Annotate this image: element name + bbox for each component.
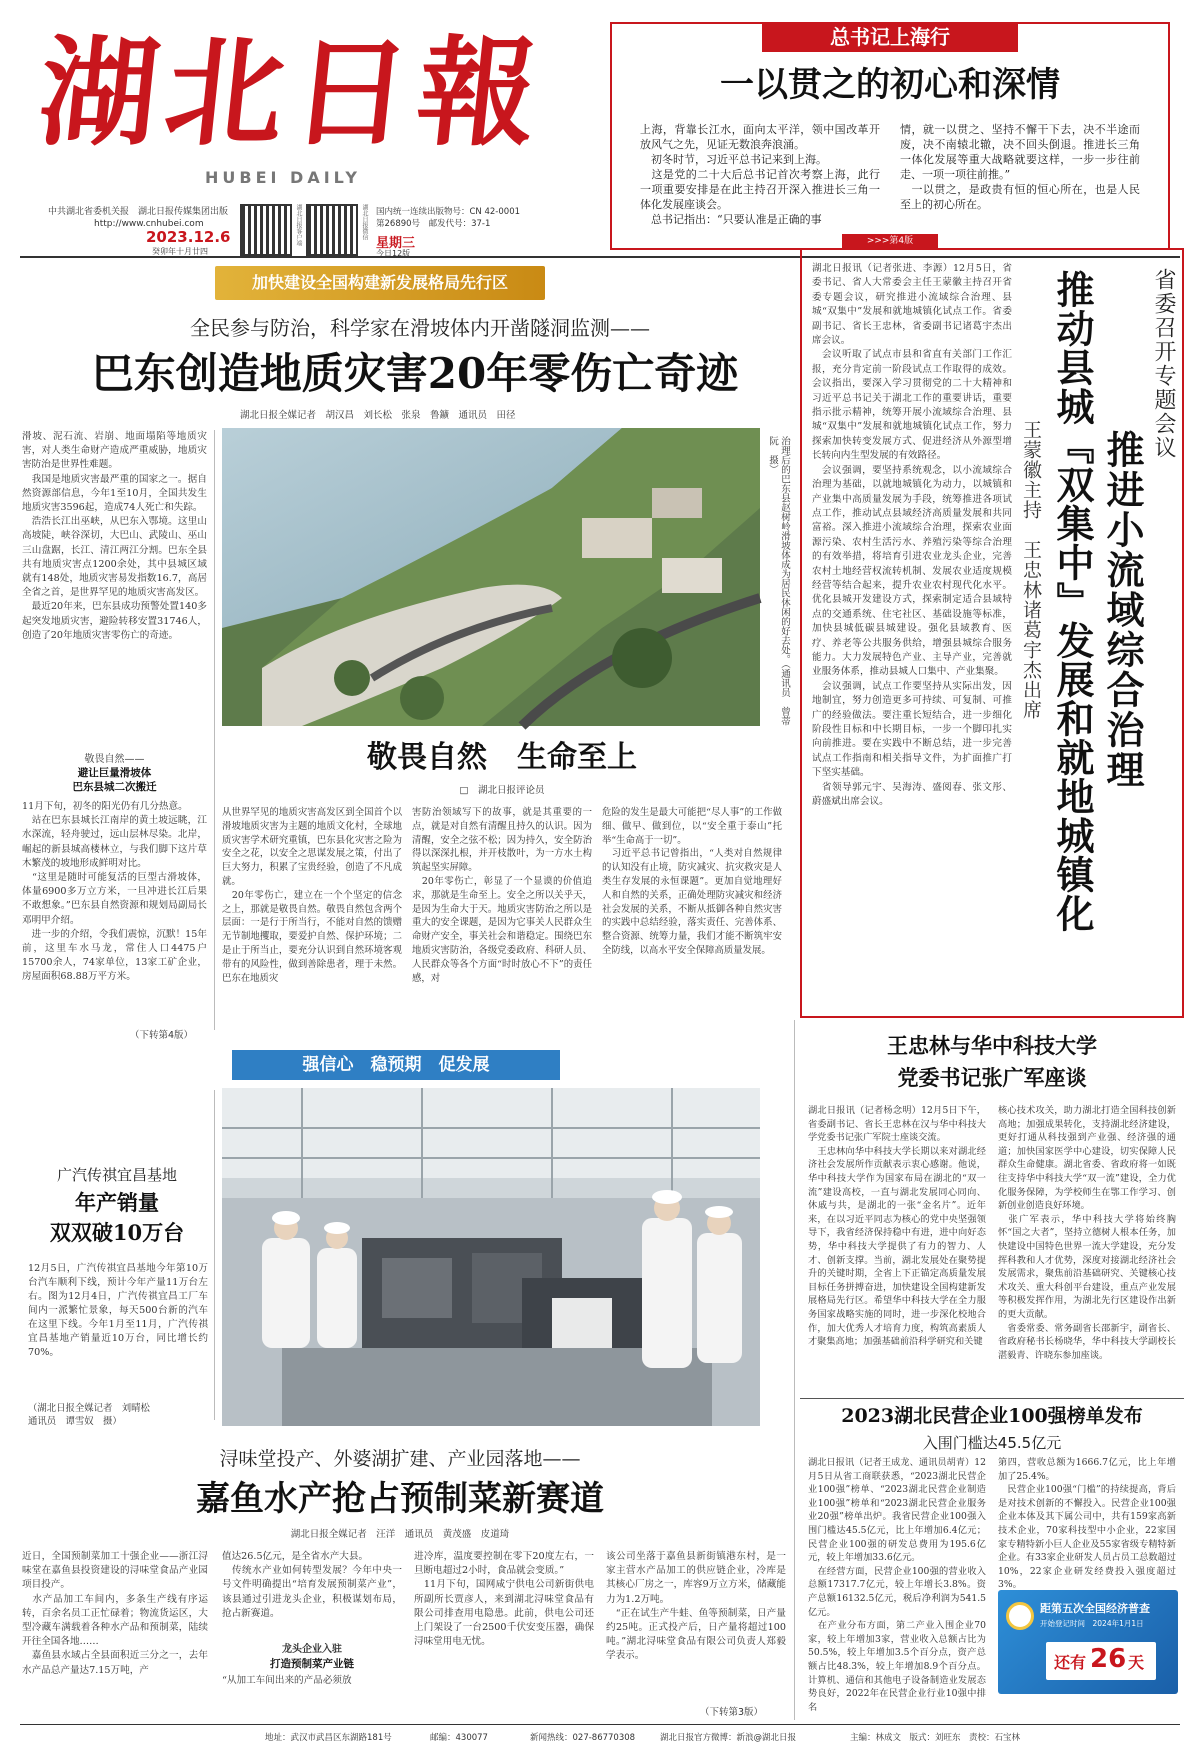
footer-weibo[interactable]: 湖北日报官方微博：新浪@湖北日报 bbox=[660, 1733, 797, 1743]
jiayu-headline[interactable]: 嘉鱼水产抢占预制菜新赛道 bbox=[196, 1479, 604, 1519]
gac-body: 12月5日，广汽传祺宜昌基地今年第10万台汽车顺利下线，预计今年产量11万台左右。图为12月4日，广汽传祺宜昌工厂车间内一派繁忙景象，每天500台新的汽车在这里下线。今年1月至11月，广汽传祺宜昌基地产销量近10万台，同比增长约70%。 bbox=[28, 1263, 208, 1358]
jiayu-byline: 湖北日报全媒记者 汪洋 通讯员 黄茂盛 皮道琦 bbox=[290, 1529, 510, 1540]
commentary-col1: 从世界罕见的地质灾害高发区到全国首个以滑坡地质灾害为主题的地质文化村，全球地质灾害学术研究重镇，巴东县化灾害之险为安全之花，以安全之思谋发展之策，付出了巨大努力，积累了宝贵经验，创造了不凡成就。 20年零伤亡，建立在一个个坚定的信念之上，那就是敬畏自然。敬畏自然包含两个层面：一是行于所当行，不能对自然的馈赠无节制地攫取，要爱护自然、保护环境；二是止于所当止，要充分认识到自然环境客观带有的风险性，做到善除患者，理于未然。巴东在地质灾 bbox=[222, 807, 402, 984]
top-story-col1: 上海，背靠长江水，面向太平洋，领中国改革开放风气之先，见证无数浪奔浪涌。 初冬时节，习近平总书记来到上海。 这是党的二十大后总书记首次考察上海，此行一项重要安排是在此主持召开深入推进长三角一体化发展座谈会。 总书记指出：“只要认准是正确的事 bbox=[640, 123, 880, 226]
qr1-label: 湖北日报客户端 bbox=[295, 204, 302, 246]
col-divider-2 bbox=[214, 1090, 215, 1420]
app-qr-code[interactable] bbox=[240, 204, 292, 256]
badong-landslide-photo bbox=[222, 428, 760, 726]
jiayu-col3: 进冷库，温度要控制在零下20度左右，一旦断电超过2小时，食品就会变质。” 11月下旬，国网咸宁供电公司新街供电所副所长贾彦人，来到湖北浔味堂食品有限公司排查用电隐患。此前，供电公司还上门架设了一台2500千伏安变压器，确保浔味堂用电无忧。 bbox=[414, 1551, 594, 1648]
badong-subhead: 全民参与防治，科学家在滑坡体内开凿隧洞监测—— bbox=[190, 316, 650, 340]
masthead bbox=[0, 0, 1200, 258]
cpc-meeting-headline-1[interactable]: 推进小流域综合治理 bbox=[1100, 430, 1145, 790]
huazhong-headline[interactable]: 王忠林与华中科技大学 党委书记张广军座谈 bbox=[887, 1033, 1097, 1090]
gac-kicker: 广汽传祺宜昌基地 bbox=[56, 1166, 177, 1184]
gac-banner bbox=[232, 1050, 560, 1080]
commentary-byline: □ 湖北日报评论员 bbox=[459, 785, 545, 796]
badong-jump[interactable]: （下转第4版） bbox=[130, 1030, 194, 1041]
census-days-box bbox=[1046, 1642, 1156, 1680]
huazhong-col1: 湖北日报讯（记者杨念明）12月5日下午，省委副书记、省长王忠林在汉与华中科技大学党委书记张广军院士座谈交流。 王忠林向华中科技大学长期以来对湖北经济社会发展所作贡献表示衷心感谢。他说，华中科技大学作为国家布局在湖北的“双一流”建设高校，一直与湖北发展同心同向、休戚与共，是湖北的一张“金名片”。近年来，在以习近平同志为核心的党中央坚强领导下，我省经济保持稳中有进，进中向好态势，华中科技大学提供了有力的智力、人才、创新支撑。当前，湖北发展处在聚势提升的关键时期，全省上下正锚定高质量发展目标任务拼搏奋进，加快建设全国构建新发展格局先行区。希望华中科技大学在全力服务国家战略实施的同时，进一步深化校地合作，加大优秀人才培育力度，构筑高素质人才聚集高地；加强基础前沿科学研究和关键 bbox=[808, 1105, 986, 1348]
jiayu-col1: 近日，全国预制菜加工十强企业——浙江浔味堂在嘉鱼县投资建设的浔味堂食品产业园项目投产。 水产品加工车间内，多条生产线有序运转，百余名员工正忙碌着；物流货运区，大型冷藏车满载着各种水产品和预制菜，陆续开往全国各地…… 嘉鱼县水域占全县面积近三分之一，去年水产品总产量达7.15万吨，产 bbox=[22, 1551, 208, 1676]
col-divider-right bbox=[794, 1020, 795, 1720]
commentary-col2: 害防治领域写下的故事，就是其重要的一点，就是对自然有清醒且持久的认识。因为清醒，安全之弦不松；因为持久，安全防治得以深深扎根，并开枝散叶，为一方水土构筑起坚实屏障。 20年零伤亡，彰显了一个显谟的价值追求，那就是生命至上。安全之所以关乎天，是因为生命大于天。地质灾害防治之所以是重大的安全课题，是因为它事关人民群众生命财产安全，事关社会和谐稳定。围绕巴东地质灾害防治，各级党委政府、科研人员、人民群众等各个方面“时时放心不下”的责任感，对 bbox=[412, 807, 592, 984]
page-count: 今日12版 bbox=[376, 249, 411, 258]
wechat-qr-code[interactable] bbox=[306, 204, 358, 256]
badong-banner bbox=[215, 266, 545, 300]
census-days-unit: 天 bbox=[1128, 1653, 1145, 1672]
publisher-info bbox=[48, 206, 258, 230]
top-story-jump[interactable]: >>>第4版 bbox=[842, 234, 938, 248]
qr2-label: 湖北日报微信 bbox=[361, 204, 368, 240]
footer-address: 地址：武汉市武昌区东湖路181号 bbox=[265, 1733, 392, 1743]
badong-banner-text: 加快建设全国构建新发展格局先行区 bbox=[251, 273, 508, 292]
huazhong-divider bbox=[800, 1398, 1184, 1399]
badong-section-label: 敬畏自然—— bbox=[84, 754, 145, 765]
commentary-col3: 危险的发生是最大可能把“尽人事”的工作做细、做早、做到位，以“安全重于泰山”托举“生命高于一切”。 习近平总书记曾指出，“人类对自然规律的认知没有止境，防灾减灾、抗灾救灾是人类生存发展的永恒课题”。更加自觉地理好人和自然的关系，正确处理防灾减灾和经济社会发展的关系，不断从抵御各种自然灾害的实践中总结经验，落实责任、完善体系、整合资源、统筹力量，我们才能不断筑牢安全防线，以高水平安全保障高质量发展。 bbox=[602, 807, 782, 956]
jiayu-section-title: 打造预制菜产业链 bbox=[270, 1658, 354, 1670]
jiayu-section-label: 龙头企业入驻 bbox=[282, 1644, 342, 1655]
weekday: 星期三 bbox=[376, 236, 416, 251]
post-code: 邮发代号：37-1 bbox=[428, 219, 491, 229]
publisher-label: 湖北日报传媒集团出版 bbox=[138, 207, 229, 217]
gac-headline[interactable]: 年产销量 双双破10万台 bbox=[49, 1190, 185, 1245]
col-divider-1 bbox=[214, 430, 215, 1030]
gac-banner-text: 强信心 稳预期 促发展 bbox=[302, 1055, 490, 1075]
badong-photo-art bbox=[222, 428, 760, 726]
top-story-col2: 情，就一以贯之、坚持不懈干下去，决不半途而废，决不南辕北辙，决不回头倒退。推进长三角一体化发展等重大战略就要这样，一步一步往前走、一项一项往前推。” 一以贯之，是政贵有恒的恒心所在，也是人民至上的初心所在。 bbox=[900, 123, 1140, 211]
huazhong-col2: 核心技术攻关，助力湖北打造全国科技创新高地；加强成果转化，支持湖北经济建设，更好打通从科技强到产业强、经济强的通道；加快国家医学中心建设，切实保障人民群众生命健康。湖北省委、省政府将一如既往支持华中科技大学“双一流”建设，全力优化服务保障，为学校师生在鄂工作学习、创新创业创造良好环境。 张广军表示，华中科技大学将始终胸怀“国之大者”，坚持立德树人根本任务，加快建设中国特色世界一流大学建设，充分发挥科教和人才优势，深度对接湖北经济社会发展需求，聚焦前沿基础研究、关键核心技术攻关、重大科创平台建设，重点产业发展等积极发挥作用，为湖北先行区建设作出新的更大贡献。 省委常委、常务副省长邵新宇，副省长、省政府秘书长杨晓华，华中科技大学副校长湛毅青、许晓东参加座谈。 bbox=[998, 1105, 1176, 1361]
organ-label: 中共湖北省委机关报 bbox=[48, 207, 130, 217]
footer-hotline: 新闻热线：027-86770308 bbox=[530, 1733, 636, 1743]
badong-photo-caption: 治理后的巴东县赵树岭滑坡体成为居民休闲的好去处。（通讯员 曾蒂阮 摄） bbox=[767, 436, 790, 726]
issue-date: 2023.12.6 bbox=[146, 228, 231, 246]
gac-factory-photo bbox=[222, 1088, 760, 1426]
private100-col1: 湖北日报讯（记者王成龙、通讯员胡青）12月5日从省工商联获悉，“2023湖北民营企业100强”榜单、“2023湖北民营企业制造业100强”榜单和“2023湖北民营企业服务业20强”榜单出炉。我省民营企业100强入围门槛达45.5亿元，比上年增加6.4亿元；民营企业100强的研发总费用为195.6亿元，较上年增加33.6亿元。 在经营方面，民营企业100强的营业收入总额17317.7亿元，较上年增长3.8%。资产总额16132.5亿元，税后净利润为541.5亿元。 在产业分布方面，第二产业入围企业70家，较上年增加3家，营业收入总额占比为50.5%，较上年增加3.5个百分点，资产总额占比48.3%，较上年增加8.9个百分点。计算机、通信和其他电子设备制造业发展态势良好，2022年在民营企业行业10强中排名 bbox=[808, 1457, 986, 1713]
lunar-date: 癸卯年十月廿四 bbox=[152, 247, 208, 256]
jiayu-jump[interactable]: （下转第3版） bbox=[700, 1707, 764, 1718]
badong-section-title: 避让巨量滑坡体 巴东县城二次搬迁 bbox=[72, 767, 157, 793]
footer-editors: 主编：林成文 版式：刘旺东 责校：石宝林 bbox=[850, 1733, 1021, 1743]
cpc-meeting-host: 王蒙徽主持 王忠林诸葛宇杰出席 bbox=[1020, 420, 1042, 720]
gac-byline: （湖北日报全媒记者 刘晴松 通讯员 谭雪奴 摄） bbox=[28, 1403, 150, 1427]
issue-number: 第26890号 bbox=[376, 219, 421, 229]
private100-col2: 第四，营收总额为1666.7亿元，比上年增加了25.4%。 民营企业100强“门槛”的持续提高，背后是对技术创新的不懈投入。民营企业100强企业本体及其下属公司中，共有159家高新技术企业，70家科技型中小企业，22家国家专精特新小巨人企业及55家省级专精特新企业。有33家企业研发人员占员工总数超过10%，22家企业研发经费投入强度超过3%。 bbox=[998, 1457, 1176, 1591]
cpc-meeting-body: 湖北日报讯（记者张进、李源）12月5日，省委书记、省人大常委会主任王蒙徽主持召开省委专题会议，研究推进小流域综合治理、县城“双集中”发展和就地城镇化试点工作。省委副书记、省长王忠林，省委副书记诸葛宇杰出席会议。 会议听取了试点市县和省直有关部门工作汇报，充分肯定前一阶段试点工作取得的成效。会议指出，要深入学习贯彻党的二十大精神和习近平总书记关于湖北工作的重要讲话，重要指示批示精神，统筹开展小流域综合治理、县城“双集中”发展和就地城镇化试点工作，努力探索加快转变发展方式、促进经济从外源型增长转向内生型发展的有效路径。 会议强调，要坚持系统观念，以小流域综合治理为基础，以就地城镇化为动力，以城镇和产业集中高质量发展为手段，统筹推进各项试点工作，推动试点县域经济高质量发展和共同富裕。深入推进小流域综合治理，探索农业面源污染、农村生活污水、养殖污染等综合治理的有效举措，将培育引进农业龙头企业，完善农村土地经营权流转机制、发展农业适度规模经营等结合起来，提升农业农村现代化水平。优化县城开发建设方式，探索制定适合县域特点的交通系统、住宅社区、基础设施等标准，加快县城低碳县城建设。强化县域教育、医疗、养老等公共服务供给，增强县城综合服务能力。大力发展特色产业、主导产业，完善就业服务体系，推动县城人口集中、产业集聚。 会议强调，试点工作要坚持从实际出发，因地制宜，努力创造更多可持续、可复制、可推广的经验做法。要注重长短结合，进一步细化阶段性目标和中长期目标，一步一个脚印扎实向前推进。要在实践中不断总结，进一步完善试点工作指南和相关指导文件，为扩面推广打下坚实基础。 省领导郭元宇、吴海涛、盛阅春、张文彤、蔚盛斌出席会议。 bbox=[812, 263, 1012, 808]
badong-byline: 湖北日报全媒记者 胡汉昌 刘长松 张泉 鲁鑛 通讯员 田径 bbox=[240, 410, 516, 421]
census-days-label: 还有 bbox=[1054, 1653, 1087, 1672]
logo-pinyin: HUBEI DAILY bbox=[205, 168, 361, 187]
issn-label: 国内统一连续出版物号：CN 42-0001 bbox=[376, 207, 521, 217]
private100-headline[interactable]: 2023湖北民营企业100强榜单发布 bbox=[841, 1405, 1143, 1427]
badong-col1: 滑坡、泥石流、岩崩、地面塌陷等地质灾害，对人类生命财产造成严重威胁，地质灾害防治是世界性难题。 我国是地质灾害最严重的国家之一。据自然资源部信息，今年1至10月，全国共发生地质灾害3596起，造成74人死亡和失踪。 浩浩长江出巫峡，从巴东入鄂境。这里山高坡陡，峡谷深切，大巴山、武陵山、巫山三山盘踞，长江、清江两江分割。巴东全县共有地质灾害点1200余处，其中县城区域就有148处，地质灾害易发指数16.7，高居全省之首，是世界罕见的地质灾害高发区。 最近20年来，巴东县成功预警处置140多起突发地质灾害，避险转移安置31746人，创造了20年地质灾害零伤亡的奇迹。 bbox=[22, 431, 207, 641]
jiayu-col2: 值达26.5亿元，是全省水产大县。 传统水产业如何转型发展？今年中央一号文件明确提出“培育发展预制菜产业”，该县通过引进龙头企业，积极谋划布局，抢占新赛道。 bbox=[222, 1551, 402, 1619]
badong-headline[interactable]: 巴东创造地质灾害20年零伤亡奇迹 bbox=[91, 349, 739, 398]
census-title: 距第五次全国经济普查 bbox=[1040, 1602, 1150, 1615]
private100-subhead: 入围门槛达45.5亿元 bbox=[922, 1434, 1062, 1452]
jiayu-subhead: 浔味堂投产、外婆湖扩建、产业园落地—— bbox=[219, 1448, 581, 1470]
census-countdown bbox=[998, 1590, 1178, 1694]
census-date: 开始登记时间 2024年1月1日 bbox=[1040, 1619, 1144, 1628]
issn-info bbox=[376, 206, 536, 230]
jiayu-col4: 该公司坐落于嘉鱼县新街镇港东村，是一家主营水产品加工的供应链企业，冷库是其核心厂房之一，库容9万立方米，储藏能力为1.2万吨。 “正在试生产牛蛙、鱼等预制菜，日产量约25吨。正式投产后，日产量将超过100吨。”湖北浔味堂食品有限公司负责人郑毅学表示。 bbox=[606, 1551, 786, 1662]
logo-text: 湖北日報 bbox=[32, 23, 552, 162]
jiayu-col2b: “从加工车间出来的产品必须放 bbox=[222, 1675, 352, 1686]
census-days: 26 bbox=[1090, 1644, 1127, 1674]
cpc-meeting-kicker: 省委召开专题会议 bbox=[1151, 268, 1176, 460]
top-story-headline[interactable]: 一以贯之的初心和深情 bbox=[720, 65, 1060, 105]
top-story-kicker: 总书记上海行 bbox=[762, 22, 1018, 52]
badong-col1b: 11月下旬，初冬的阳光仍有几分热意。 站在巴东县城长江南岸的黄土坡远眺，江水深流，轻舟驶过，远山层林尽染。北岸，崛起的新县城高楼林立，与我们脚下这片草木繁茂的坡地形成鲜明对比。 “这里是随时可能复活的巨型古滑坡体，体量6900多万立方米，一旦冲进长江后果不敢想象。”巴东县自然资源和规划局副局长邓明甲介绍。 进一步的介绍，令我们震惊，沉默！15年前，这里车水马龙，常住人口4475户15700余人，74家单位，13家工矿企业，房屋面积68.88万平方米。 bbox=[22, 801, 207, 983]
gac-photo-art bbox=[222, 1088, 760, 1426]
top-story-box bbox=[610, 22, 1170, 250]
commentary-headline[interactable]: 敬畏自然 生命至上 bbox=[367, 740, 637, 775]
footer-divider bbox=[20, 1724, 1180, 1725]
census-logo-icon bbox=[1006, 1602, 1034, 1630]
website-link[interactable]: http://www.cnhubei.com bbox=[94, 219, 204, 229]
cpc-meeting-headline-2[interactable]: 推动县城『双集中』发展和就地城镇化 bbox=[1050, 270, 1095, 933]
footer-postcode: 邮编：430077 bbox=[430, 1733, 488, 1743]
